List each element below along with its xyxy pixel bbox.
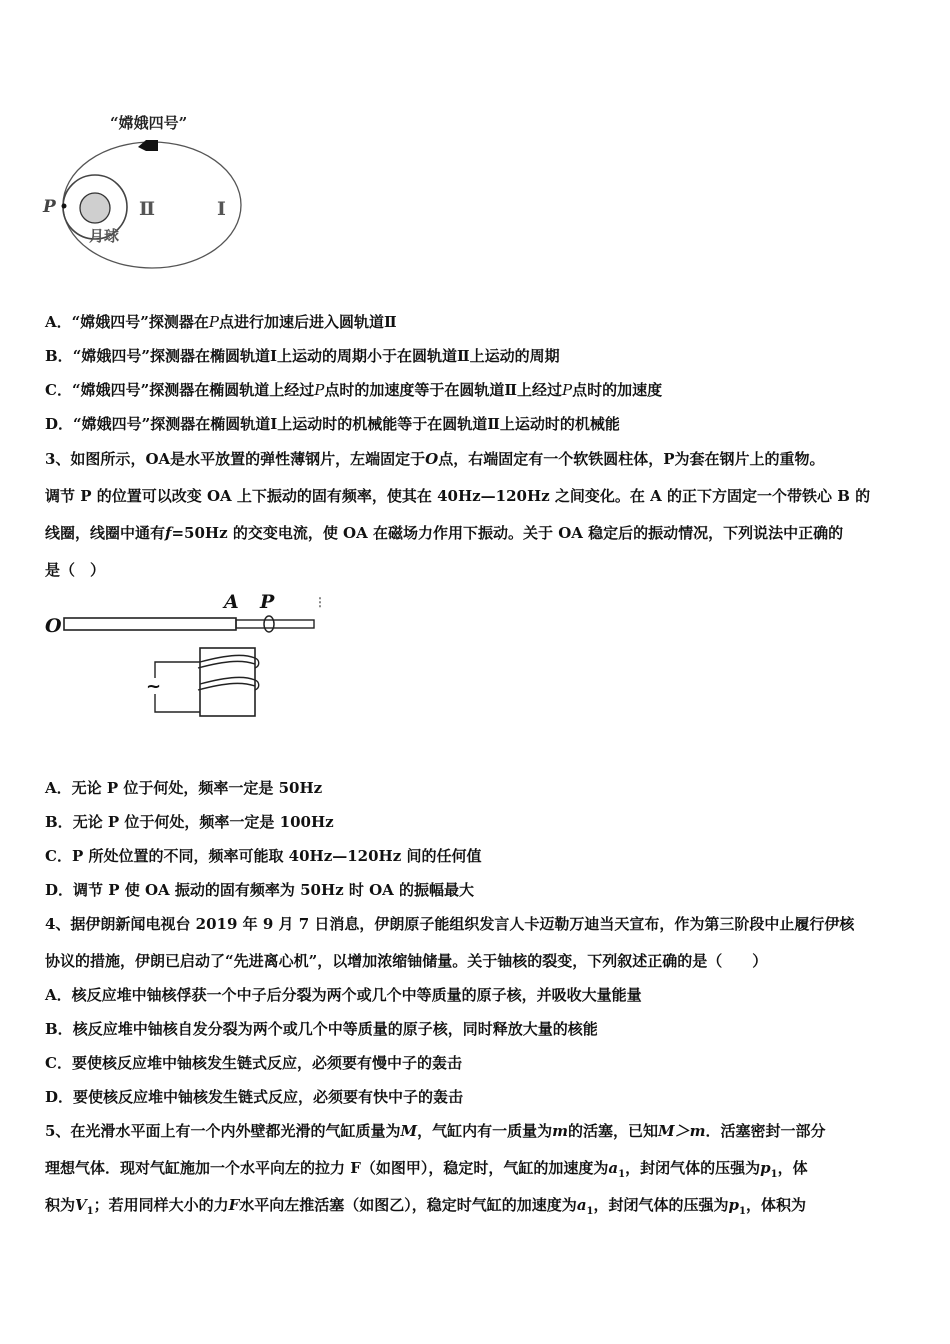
coil-winding xyxy=(198,655,255,690)
q3-stem-line1: 3、如图所示，OA是水平放置的弹性薄钢片，左端固定于O点，右端固定有一个软铁圆柱体，P为套在钢片上的重物。 xyxy=(45,450,825,468)
q5-stem-line3: 积为$V_1$；若用同样大小的力F水平向左推活塞（如图乙），稳定时气缸的加速度为$a_1$，封闭气体的压强为$p_1$，体积为 xyxy=(45,1196,807,1217)
q3-option-d: D．调节 P 使 OA 振动的固有频率为 50Hz 时 OA 的振幅最大 xyxy=(45,881,475,899)
q4-stem-line2: 协议的措施，伊朗已启动了“先进离心机”，以增加浓缩铀储量。关于铀核的裂变，下列叙述正确的是（ ） xyxy=(45,952,768,970)
label-a: A xyxy=(224,591,239,613)
moon xyxy=(80,193,110,223)
q2-option-b: B．“嫦娥四号”探测器在椭圆轨道Ⅰ上运动的周期小于在圆轨道Ⅱ上运动的周期 xyxy=(45,347,560,365)
point-p-dot xyxy=(62,204,67,209)
ac-source-icon: ~ xyxy=(146,676,162,697)
q4-option-c: C．要使核反应堆中铀核发生链式反应，必须要有慢中子的轰击 xyxy=(45,1054,462,1072)
orbit-1-label: Ⅰ xyxy=(217,198,226,220)
q4-option-a: A．核反应堆中铀核俘获一个中子后分裂为两个或几个中等质量的原子核，并吸收大量能量 xyxy=(45,986,642,1004)
q4-option-b: B．核反应堆中铀核自发分裂为两个或几个中等质量的原子核，同时释放大量的核能 xyxy=(45,1020,598,1038)
circuit-wire xyxy=(155,662,200,712)
q3-stem-line3: 线圈，线圈中通有f=50Hz 的交变电流，使 OA 在磁场力作用下振动。关于 OA 稳定后的振动情况，下列说法中正确的 xyxy=(45,524,844,542)
label-o: O xyxy=(45,615,62,637)
steel-strip-coil-diagram xyxy=(40,588,330,723)
probe-label: “嫦娥四号” xyxy=(110,114,188,132)
probe-icon xyxy=(138,140,158,151)
q3-option-a: A．无论 P 位于何处，频率一定是 50Hz xyxy=(45,779,323,797)
q4-stem-line1: 4、据伊朗新闻电视台 2019 年 9 月 7 日消息，伊朗原子能组织发言人卡迈勒万迪当天宣布，作为第三阶段中止履行伊核 xyxy=(45,915,855,933)
q2-option-d: D．“嫦娥四号”探测器在椭圆轨道Ⅰ上运动时的机械能等于在圆轨道Ⅱ上运动时的机械能 xyxy=(45,415,620,433)
label-p: P xyxy=(260,591,275,613)
steel-strip xyxy=(64,618,236,630)
q4-option-d: D．要使核反应堆中铀核发生链式反应，必须要有快中子的轰击 xyxy=(45,1088,464,1106)
moon-label: 月球 xyxy=(89,227,120,245)
q5-stem-line1: 5、在光滑水平面上有一个内外壁都光滑的气缸质量为M，气缸内有一质量为m的活塞，已知M＞m．活塞密封一部分 xyxy=(45,1122,826,1140)
q3-option-b: B．无论 P 位于何处，频率一定是 100Hz xyxy=(45,813,334,831)
q2-option-c: C．“嫦娥四号”探测器在椭圆轨道上经过P点时的加速度等于在圆轨道Ⅱ上经过P点时的加速度 xyxy=(45,381,663,399)
weight-p xyxy=(264,616,274,632)
point-p-label: P xyxy=(43,197,56,217)
orbit-2-label: Ⅱ xyxy=(139,198,156,220)
edge-mark: ⋮ xyxy=(314,595,326,609)
orbit-diagram xyxy=(40,105,260,275)
q2-option-a: A．“嫦娥四号”探测器在P点进行加速后进入圆轨道Ⅱ xyxy=(45,313,397,331)
q3-stem-line2: 调节 P 的位置可以改变 OA 上下振动的固有频率，使其在 40Hz—120Hz 之间变化。在 A 的正下方固定一个带铁心 B 的 xyxy=(45,487,871,505)
q3-option-c: C．P 所处位置的不同，频率可能取 40Hz—120Hz 间的任何值 xyxy=(45,847,482,865)
iron-cylinder xyxy=(236,620,314,628)
q5-stem-line2: 理想气体．现对气缸施加一个水平向左的拉力 F（如图甲），稳定时，气缸的加速度为$a_1$，封闭气体的压强为$p_1$，体 xyxy=(45,1159,808,1180)
q3-stem-line4: 是（ ） xyxy=(45,561,106,579)
